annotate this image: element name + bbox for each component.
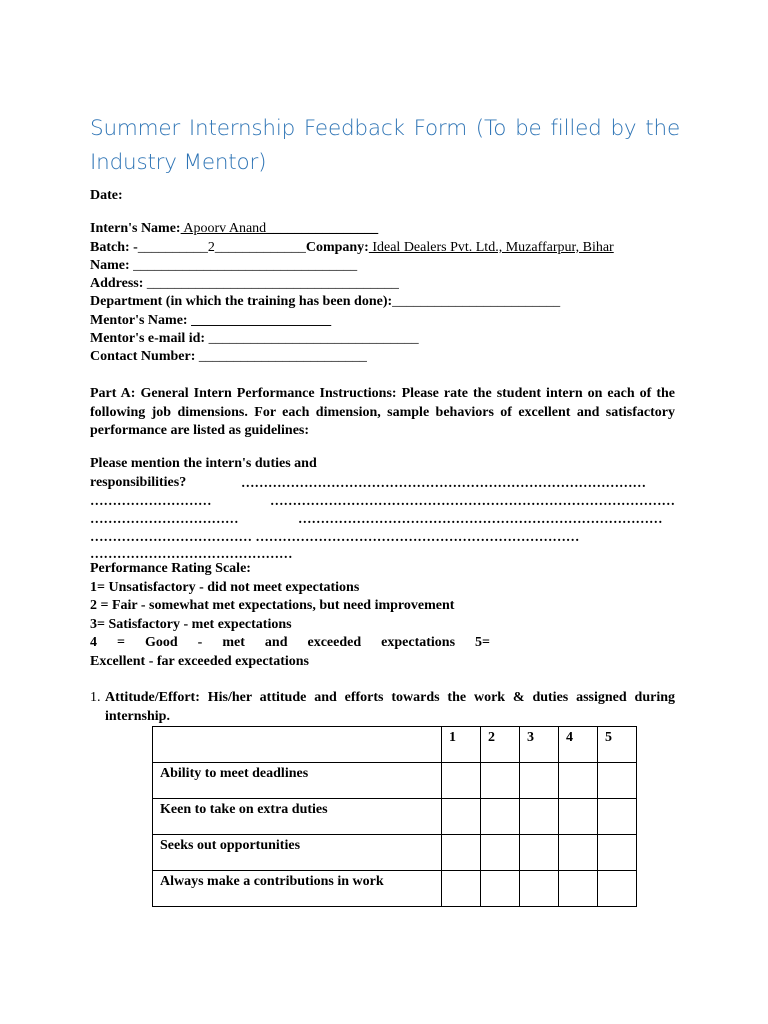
rating-cell[interactable]: [442, 799, 481, 835]
rating-cell[interactable]: [559, 763, 598, 799]
date-label: Date:: [90, 188, 123, 203]
duties-dots-3[interactable]: ………………………………………………………………………………: [270, 493, 675, 508]
table-row: [153, 835, 637, 871]
rating-scale-line-3: 3= Satisfactory - met expectations: [90, 616, 292, 632]
rating-cell[interactable]: [598, 835, 637, 871]
batch-value[interactable]: __________2_____________: [137, 240, 306, 255]
contact-label: Contact Number:: [90, 349, 199, 364]
department-label: Department (in which the training has been done):: [90, 294, 393, 309]
question-1-text: Attitude/Effort: His/her attitude and efforts towards the work & duties assigned during internship.: [105, 690, 675, 724]
address-value[interactable]: ____________________________________: [146, 276, 399, 291]
company-label: Company:: [305, 240, 369, 255]
rating-cell[interactable]: [481, 799, 520, 835]
batch-label: Batch: -: [90, 240, 138, 255]
rating-cell[interactable]: [559, 799, 598, 835]
rating-cell[interactable]: [559, 835, 598, 871]
table-header-row: [153, 727, 637, 763]
rating-cell[interactable]: [559, 871, 598, 907]
duties-question-line2: responsibilities?: [90, 475, 187, 490]
rating-cell[interactable]: [442, 835, 481, 871]
rating-column-2: 2: [481, 727, 520, 763]
department-value[interactable]: ________________________: [392, 294, 561, 309]
duties-dots-1[interactable]: ………………………………………………………………………………: [241, 475, 646, 490]
rating-column-3: 3: [520, 727, 559, 763]
mentor-email-field: [90, 330, 419, 348]
intern-name-label: Intern's Name:: [90, 221, 181, 236]
rating-cell[interactable]: [520, 835, 559, 871]
duties-question-line1: Please mention the intern's duties and: [90, 456, 317, 471]
rating-cell[interactable]: [520, 763, 559, 799]
form-title: Summer Internship Feedback Form (To be filled by the Industry Mentor): [90, 116, 680, 175]
address-field: [90, 275, 399, 293]
duties-dots-2[interactable]: ………………………: [90, 493, 212, 508]
rating-cell[interactable]: [481, 763, 520, 799]
mentor-email-value[interactable]: ______________________________: [208, 331, 419, 346]
attitude-rating-table: [152, 726, 637, 907]
date-field: [90, 187, 123, 205]
intern-name-field: [90, 220, 378, 238]
rating-scale-line-5: Excellent - far exceeded expectations: [90, 653, 310, 669]
address-label: Address:: [90, 276, 147, 291]
rating-cell[interactable]: [481, 835, 520, 871]
name-field: [90, 257, 357, 275]
contact-value[interactable]: ________________________: [198, 349, 367, 364]
rating-column-4: 4: [559, 727, 598, 763]
batch-company-field: [90, 239, 614, 257]
rating-cell[interactable]: [442, 871, 481, 907]
name-value[interactable]: ________________________________: [133, 258, 358, 273]
department-field: [90, 293, 560, 311]
rating-cell[interactable]: [598, 871, 637, 907]
duties-dots-5[interactable]: ………………………………………………………………………: [298, 511, 663, 526]
question-1: [90, 689, 675, 726]
rating-scale-heading: Performance Rating Scale:: [90, 561, 251, 576]
rating-cell[interactable]: [520, 799, 559, 835]
rating-scale-line-4: 4 = Good - met and exceeded expectations 5=: [90, 635, 490, 650]
rating-scale-line-2: 2 = Fair - somewhat met expectations, but need improvement: [90, 598, 455, 613]
mentor-name-field: [90, 312, 331, 330]
duties-dots-6[interactable]: ……………………………… ………………………………………………………………: [90, 529, 580, 544]
rating-cell[interactable]: [442, 763, 481, 799]
name-label: Name:: [90, 258, 134, 273]
row-label: Keen to take on extra duties: [153, 799, 442, 835]
contact-field: [90, 348, 367, 366]
rating-column-1: 1: [442, 727, 481, 763]
row-label: Seeks out opportunities: [153, 835, 442, 871]
rating-cell[interactable]: [520, 871, 559, 907]
rating-scale-line-1: 1= Unsatisfactory - did not meet expectations: [90, 579, 360, 595]
row-label: Ability to meet deadlines: [153, 763, 442, 799]
company-value[interactable]: Ideal Dealers Pvt. Ltd., Muzaffarpur, Bihar: [368, 240, 614, 255]
mentor-email-label: Mentor's e-mail id:: [90, 331, 209, 346]
question-1-number: 1.: [90, 690, 101, 705]
intern-name-value[interactable]: Apoorv Anand________________: [180, 221, 379, 236]
duties-dots-7[interactable]: ………………………………………: [90, 546, 293, 561]
mentor-name-label: Mentor's Name:: [90, 313, 192, 328]
part-a-instructions: Part A: General Intern Performance Instructions: Please rate the student intern on each of the following job dimensions. For each dimension, sample behaviors of excellent and satisfactory performance are listed as guidelines:: [90, 386, 675, 438]
mentor-name-value[interactable]: ____________________: [191, 313, 332, 328]
table-header-blank: [153, 727, 442, 763]
table-row: [153, 871, 637, 907]
rating-cell[interactable]: [481, 871, 520, 907]
table-row: [153, 799, 637, 835]
rating-cell[interactable]: [598, 763, 637, 799]
rating-cell[interactable]: [598, 799, 637, 835]
rating-scale: [90, 560, 675, 671]
duties-dots-4[interactable]: ……………………………: [90, 511, 239, 526]
table-row: [153, 763, 637, 799]
row-label: Always make a contributions in work: [153, 871, 442, 907]
rating-column-5: 5: [598, 727, 637, 763]
